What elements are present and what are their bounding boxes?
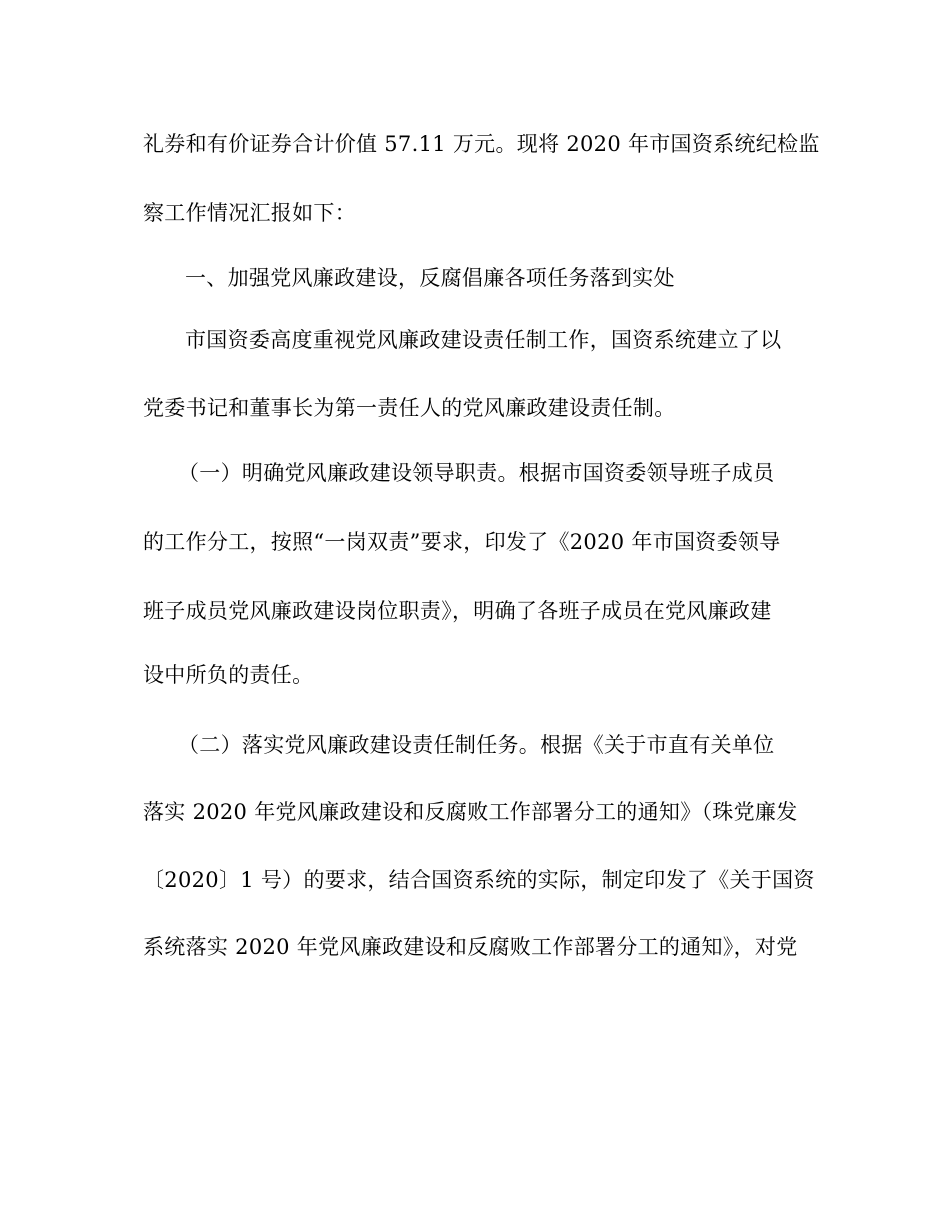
text-line: 察工作情况汇报如下：: [143, 201, 356, 225]
subsection-heading: （二）落实党风廉政建设责任制任务。根据《关于市直有关单位: [178, 733, 775, 757]
text-line: 落实 2020 年党风廉政建设和反腐败工作部署分工的通知》（珠党廉发: [143, 800, 798, 824]
text-line: 设中所负的责任。: [143, 663, 314, 687]
text-line: 班子成员党风廉政建设岗位职责》，明确了各班子成员在党风廉政建: [143, 599, 772, 623]
text-line: 礼券和有价证券合计价值 57.11 万元。现将 2020 年市国资系统纪检监: [143, 132, 820, 156]
text-line: 的工作分工，按照“一岗双责”要求，印发了《2020 年市国资委领导: [143, 530, 781, 554]
text-line: 〔2020〕1 号）的要求，结合国资系统的实际，制定印发了《关于国资: [143, 868, 815, 892]
text-line: 党委书记和董事长为第一责任人的党风廉政建设责任制。: [143, 396, 676, 420]
section-heading: 一、加强党风廉政建设，反腐倡廉各项任务落到实处: [185, 266, 675, 290]
text-line: 市国资委高度重视党风廉政建设责任制工作，国资系统建立了以: [185, 328, 782, 352]
subsection-heading: （一）明确党风廉政建设领导职责。根据市国资委领导班子成员: [178, 461, 775, 485]
text-line: 系统落实 2020 年党风廉政建设和反腐败工作部署分工的通知》，对党: [143, 935, 798, 959]
